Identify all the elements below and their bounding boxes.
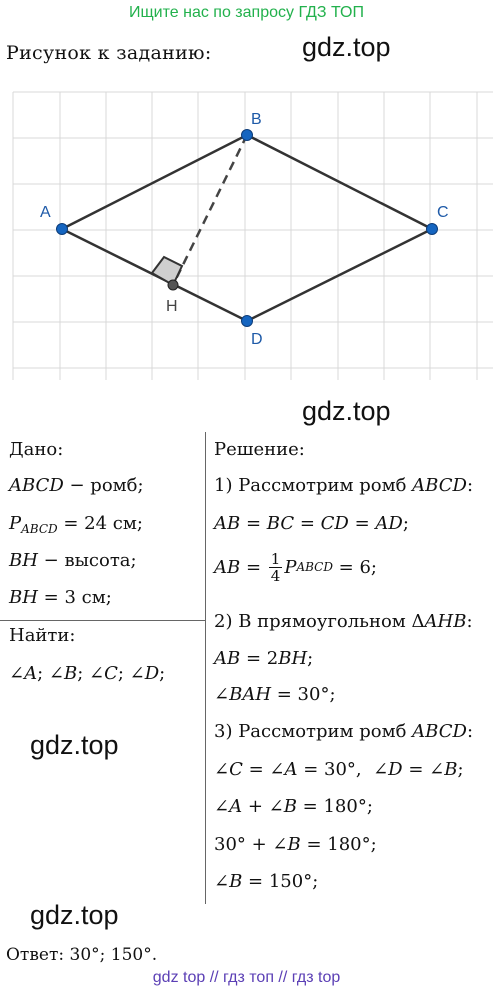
label-h: H — [166, 298, 178, 315]
point-c — [427, 224, 438, 235]
solution-line-1: 1) Рассмотрим ромб ABCD: — [214, 475, 474, 496]
watermark: gdz.top — [302, 32, 391, 62]
label-d: D — [251, 331, 263, 348]
find-title: Найти: — [9, 625, 76, 646]
watermark: gdz.top — [30, 900, 119, 930]
given-line-4: BH = 3 см; — [9, 587, 112, 608]
label-c: C — [437, 204, 449, 221]
solution-line-2: AB = BC = CD = AD; — [214, 513, 409, 534]
right-angle-mark — [152, 257, 182, 285]
search-banner: Ищите нас по запросу ГДЗ ТОП — [129, 4, 364, 21]
solution-line-7: 3) Рассмотрим ромб ABCD: — [214, 721, 474, 742]
height-bh — [173, 135, 247, 285]
given-find-divider — [0, 620, 205, 621]
given-title: Дано: — [9, 439, 64, 460]
column-divider — [205, 432, 206, 904]
solution-line-9: ∠A + ∠B = 180°; — [214, 796, 373, 817]
solution-line-3: AB = 1 4 P ABCD = 6; — [214, 549, 377, 585]
label-a: A — [40, 204, 51, 221]
solution-line-10: 30° + ∠B = 180°; — [214, 834, 377, 855]
solution-line-8: ∠C = ∠A = 30°, ∠D = ∠B; — [214, 759, 464, 780]
solution-line-5: AB = 2BH; — [214, 648, 314, 669]
footer-links: gdz top // гдз топ // гдз top — [152, 969, 341, 986]
rhombus-diagram — [0, 80, 493, 384]
find-angles: ∠A; ∠B; ∠C; ∠D; — [9, 663, 166, 684]
figure-caption: Рисунок к заданию: — [6, 42, 212, 64]
watermark: gdz.top — [30, 730, 119, 760]
solution-line-6: ∠BAH = 30°; — [214, 684, 336, 705]
given-line-2: $P_{ABCD} = 24$ см; — [9, 513, 143, 536]
rhombus-abcd — [62, 135, 432, 321]
solution-line-4: 2) В прямоугольном ΔAHB: — [214, 611, 473, 632]
solution-title: Решение: — [214, 439, 305, 460]
solution-line-11: ∠B = 150°; — [214, 871, 319, 892]
answer: Ответ: 30°; 150°. — [6, 945, 158, 965]
given-line-3: BH − высота; — [9, 550, 137, 571]
point-d — [242, 316, 253, 327]
given-line-1: ABCD − ромб; — [9, 475, 144, 496]
point-h — [168, 280, 178, 290]
label-b: B — [251, 111, 262, 128]
point-a — [57, 224, 68, 235]
watermark: gdz.top — [302, 396, 391, 426]
point-b — [242, 130, 253, 141]
